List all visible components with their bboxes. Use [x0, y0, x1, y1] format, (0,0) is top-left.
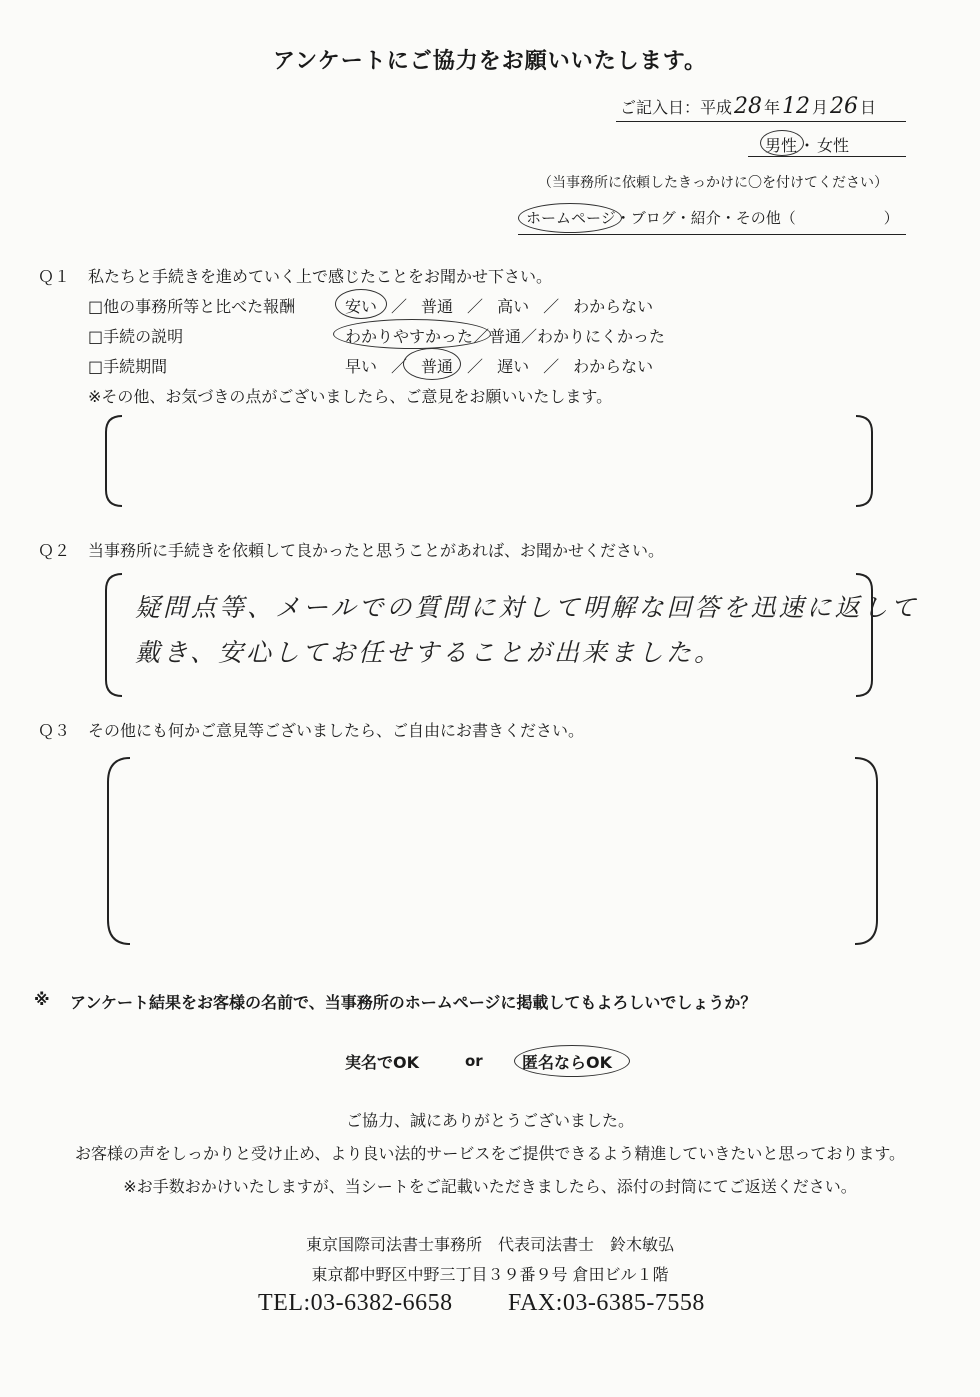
q1-other-prompt: ※その他、お気づきの点がございましたら、ご意見をお願いいたします。	[88, 387, 613, 406]
q1-fee-options	[345, 294, 653, 317]
q1-item-duration: □手続期間	[88, 357, 168, 376]
duration-option-unknown[interactable]: わからない	[573, 357, 654, 376]
office-address: 東京都中野区中野三丁目３９番９号 倉田ビル１階	[311, 1265, 669, 1284]
fee-option-normal[interactable]: 普通	[421, 297, 454, 316]
q1-duration-options	[345, 354, 653, 377]
slash: ／	[543, 297, 560, 316]
thanks-line-2: お客様の声をしっかりと受け止め、より良い法的サービスをご提供できるよう精進していきたいと思っております。	[74, 1144, 906, 1163]
date-year[interactable]: 28	[734, 94, 763, 119]
gender-male[interactable]: 男性	[765, 136, 798, 155]
publish-question: アンケート結果をお客様の名前で、当事務所のホームページに掲載してもよろしいでしょうか？	[70, 993, 757, 1012]
survey-title: アンケートにご協力をお願いいたします。	[273, 49, 707, 74]
entry-date	[620, 94, 876, 119]
date-label: ご記入日：平成	[620, 98, 733, 117]
explanation-option-others[interactable]: ／普通／わかりにくかった	[473, 327, 666, 346]
q1-question: 私たちと手続きを進めていく上で感じたことをお聞かせ下さい。	[88, 267, 553, 286]
thanks-line-3: ※お手数おかけいたしますが、当シートをご記載いただきましたら、添付の封筒にてご返送ください。	[123, 1177, 857, 1196]
explanation-option-clear[interactable]: わかりやすかった	[345, 327, 474, 346]
duration-option-fast[interactable]: 早い	[345, 357, 378, 376]
referral-homepage[interactable]: ホームページ	[526, 209, 616, 227]
q2-answer-line-2[interactable]: 戴き、安心してお任せすることが出来ました。	[135, 638, 723, 667]
slash: ／	[467, 297, 484, 316]
fee-option-cheap[interactable]: 安い	[345, 297, 378, 316]
year-unit: 年	[764, 98, 781, 117]
q1-explanation-options	[345, 324, 665, 347]
fee-option-high[interactable]: 高い	[497, 297, 530, 316]
publish-mark: ※	[34, 990, 50, 1009]
duration-option-normal[interactable]: 普通	[421, 357, 454, 376]
slash: ／	[543, 357, 560, 376]
referral-note: （当事務所に依頼したきっかけに〇を付けてください）	[538, 175, 888, 191]
slash: ／	[391, 297, 408, 316]
date-underline	[616, 121, 906, 122]
referral-options	[526, 207, 899, 228]
q2-question: 当事務所に手続きを依頼して良かったと思うことがあれば、お聞かせください。	[88, 541, 665, 560]
q1-item-fee: □他の事務所等と比べた報酬	[88, 297, 296, 316]
month-unit: 月	[812, 98, 829, 117]
gender-separator: ・	[799, 136, 816, 155]
slash: ／	[467, 357, 484, 376]
gender-female[interactable]: 女性	[817, 136, 850, 155]
referral-underline	[518, 234, 906, 235]
day-unit: 日	[860, 98, 877, 117]
date-day[interactable]: 26	[830, 94, 859, 119]
q1-item-explanation: □手続の説明	[88, 327, 184, 346]
q1-answer-box[interactable]	[100, 412, 880, 512]
office-tel: TEL:03-6382-6658	[258, 1290, 453, 1316]
thanks-line-1: ご協力、誠にありがとうございました。	[345, 1111, 634, 1130]
q2-label: Ｑ２	[38, 541, 71, 560]
referral-close: ）	[883, 209, 899, 227]
gender-underline	[748, 156, 906, 157]
office-name: 東京国際司法書士事務所 代表司法書士 鈴木敏弘	[305, 1235, 674, 1254]
office-fax: FAX:03-6385-7558	[508, 1290, 705, 1316]
publish-option-real[interactable]: 実名でOK	[345, 1053, 420, 1072]
q3-question: その他にも何かご意見等ございましたら、ご自由にお書きください。	[88, 721, 585, 740]
q3-label: Ｑ３	[38, 721, 71, 740]
publish-option-anon[interactable]: 匿名ならOK	[522, 1053, 613, 1072]
slash: ／	[391, 357, 408, 376]
referral-others[interactable]: ・ブログ・紹介・その他（	[615, 209, 796, 227]
q1-label: Ｑ１	[38, 267, 71, 286]
date-month[interactable]: 12	[782, 94, 811, 119]
gender-options	[765, 133, 849, 156]
q2-answer-line-1[interactable]: 疑問点等、メールでの質問に対して明解な回答を迅速に返して	[135, 593, 919, 622]
q3-answer-box[interactable]	[100, 752, 885, 950]
duration-option-slow[interactable]: 遅い	[497, 357, 530, 376]
publish-or: or	[465, 1052, 483, 1070]
fee-option-unknown[interactable]: わからない	[573, 297, 654, 316]
